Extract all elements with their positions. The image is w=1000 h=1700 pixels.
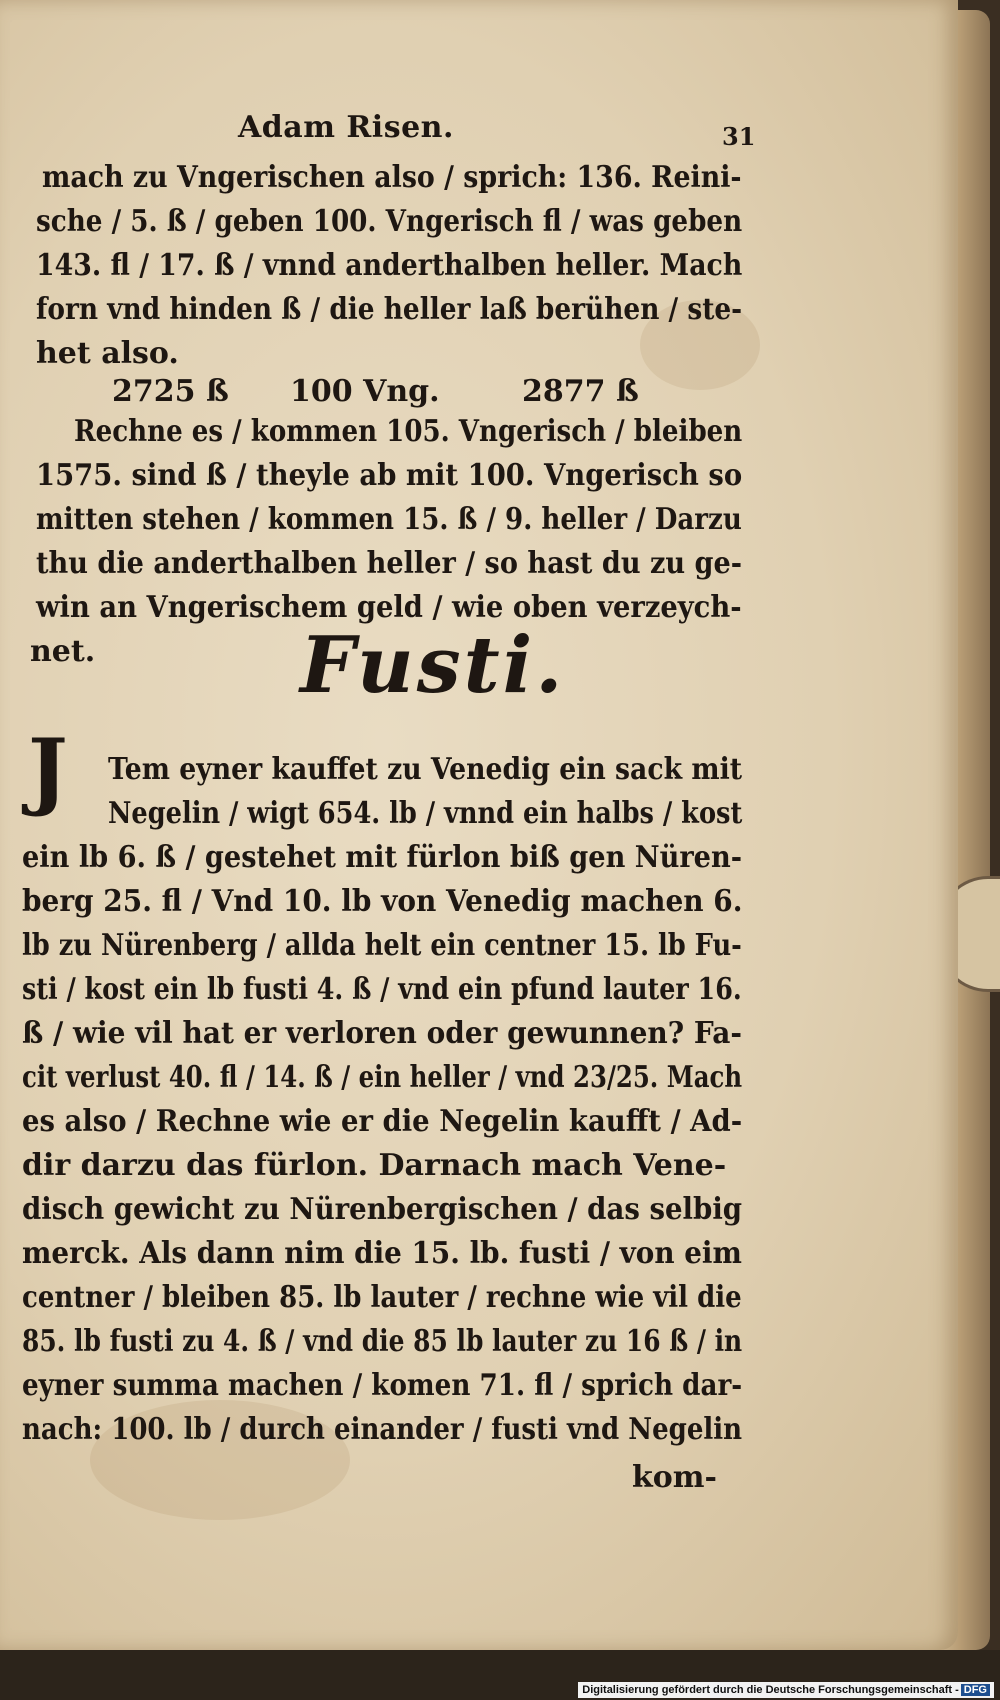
text-line: merck. Als dann nim die 15. lb. fusti / von eim xyxy=(22,1236,742,1271)
running-head: Adam Risen. xyxy=(238,110,454,145)
calc-col-1: 2725 ß xyxy=(112,374,229,409)
text-line: nach: 100. lb / durch einander / fusti vnd Negelin xyxy=(22,1412,743,1447)
text-line: sti / kost ein lb fusti 4. ß / vnd ein pfund lauter 16. xyxy=(22,972,742,1007)
text-line: het also. xyxy=(36,336,179,371)
text-line: sche / 5. ß / geben 100. Vngerisch fl / was geben xyxy=(36,204,743,239)
text-line: thu die anderthalben heller / so hast du zu ge- xyxy=(36,546,743,581)
text-line: net. xyxy=(30,634,96,669)
credit-text: Digitalisierung gefördert durch die Deutsche Forschungsgemeinschaft - xyxy=(582,1684,959,1696)
calc-col-2: 100 Vng. xyxy=(290,374,440,409)
page-number: 31 xyxy=(722,122,756,151)
text-line: centner / bleiben 85. lb lauter / rechne wie vil die xyxy=(22,1280,742,1315)
text-line: eyner summa machen / komen 71. fl / sprich dar- xyxy=(22,1368,743,1403)
text-line: mitten stehen / kommen 15. ß / 9. heller / Darzu xyxy=(36,502,742,537)
text-line: ein lb 6. ß / gestehet mit fürlon biß gen Nüren- xyxy=(22,840,742,875)
digitization-credit xyxy=(578,1682,994,1698)
text-line: dir darzu das fürlon. Darnach mach Vene- xyxy=(22,1148,727,1183)
text-line: Tem eyner kauffet zu Venedig ein sack mit xyxy=(108,752,743,787)
text-line: mach zu Vngerischen also / sprich: 136. Reini- xyxy=(42,160,742,195)
text-line: 143. fl / 17. ß / vnnd anderthalben heller. Mach xyxy=(36,248,743,283)
calc-col-3: 2877 ß xyxy=(522,374,639,409)
dfg-logo: DFG xyxy=(961,1684,990,1696)
text-line: lb zu Nürenberg / allda helt ein centner 15. lb Fu- xyxy=(22,928,742,963)
text-line: disch gewicht zu Nürenbergischen / das selbig xyxy=(22,1192,743,1227)
text-line: cit verlust 40. fl / 14. ß / ein heller / vnd 23/25. Mach xyxy=(22,1060,743,1095)
text-line: forn vnd hinden ß / die heller laß berühen / ste- xyxy=(36,292,743,327)
text-line: Rechne es / kommen 105. Vngerisch / bleiben xyxy=(74,414,743,449)
catchword: kom- xyxy=(632,1460,717,1495)
text-line: 85. lb fusti zu 4. ß / vnd die 85 lb lauter zu 16 ß / in xyxy=(22,1324,743,1359)
section-heading: Fusti. xyxy=(300,620,566,711)
text-line: ß / wie vil hat er verloren oder gewunnen? Fa- xyxy=(22,1016,742,1051)
text-line: 1575. sind ß / theyle ab mit 100. Vngerisch so xyxy=(36,458,743,493)
text-line: es also / Rechne wie er die Negelin kaufft / Ad- xyxy=(22,1104,743,1139)
text-line: win an Vngerischem geld / wie oben verzeych- xyxy=(36,590,742,625)
drop-cap-initial: J xyxy=(28,720,68,819)
text-line: berg 25. fl / Vnd 10. lb von Venedig machen 6. xyxy=(22,884,743,919)
text-line: Negelin / wigt 654. lb / vnnd ein halbs / kost xyxy=(108,796,743,831)
